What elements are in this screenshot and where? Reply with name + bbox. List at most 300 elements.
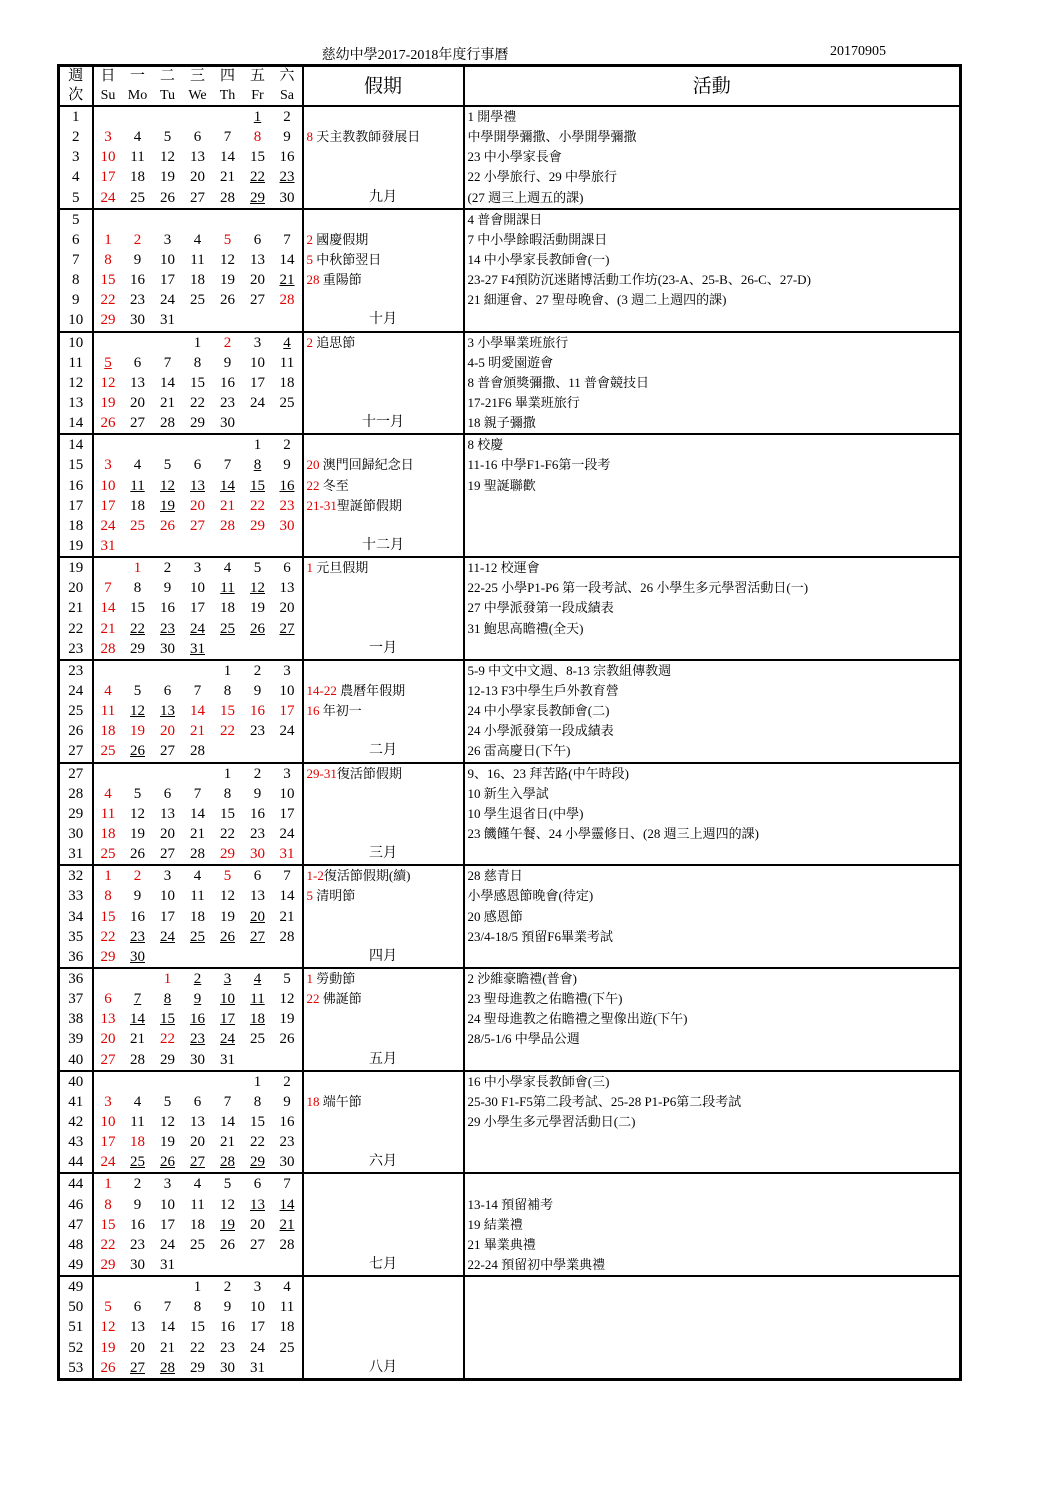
month-label: 十一月: [303, 413, 464, 434]
week-number: 18: [59, 516, 93, 536]
day-cell: 10: [160, 1196, 175, 1213]
holiday-entry: [303, 1112, 464, 1132]
week-number: 16: [59, 476, 93, 496]
day-cell: [183, 763, 213, 784]
activity-entry: 25-30 F1-F5第二段考試、25-28 P1-P6第二段考試: [467, 1093, 742, 1109]
calendar-table: [57, 64, 962, 1381]
holiday-entry: [303, 578, 464, 598]
day-cell: 1: [213, 763, 243, 784]
day-cell: 31: [160, 312, 175, 329]
week-number: 11: [59, 353, 93, 373]
week-row: [59, 1194, 961, 1214]
day-cell: 16: [279, 477, 295, 494]
day-cell: 4: [133, 457, 142, 474]
activity-entry: [464, 1132, 961, 1152]
activity-entry: 7 中小學餘暇活動開課日: [467, 231, 608, 247]
month-label: 九月: [303, 188, 464, 209]
day-cell: 9: [253, 785, 262, 802]
week-row: [59, 1337, 961, 1357]
day-cell: [213, 947, 243, 968]
day-cell: [123, 1071, 153, 1092]
month-label: 十月: [303, 310, 464, 331]
week-row: [59, 1358, 961, 1380]
activity-entry: 9、16、23 拜苦路(中午時段): [464, 763, 961, 784]
month-label: 二月: [303, 741, 464, 762]
activity-entry: [464, 496, 961, 516]
day-cell: 26: [160, 189, 175, 206]
day-cell: 18: [220, 600, 235, 617]
day-cell: 24: [160, 292, 175, 309]
day-cell: 22: [220, 723, 235, 740]
day-cell: 24: [100, 1154, 116, 1171]
day-cell: 2: [213, 332, 243, 353]
day-cell: [183, 209, 213, 230]
day-cell: 3: [104, 1093, 112, 1110]
day-cell: 20: [130, 395, 145, 412]
week-number: 8: [59, 270, 93, 290]
activity-entry: 22 小學旅行、29 中學旅行: [467, 169, 618, 185]
day-cell: 4: [133, 1093, 142, 1110]
day-cell: [213, 209, 243, 230]
holiday-entry: [303, 106, 464, 127]
day-cell: 1: [243, 1071, 273, 1092]
activity-entry: 小學感恩節晚會(待定): [467, 888, 594, 904]
day-cell: 26: [130, 846, 145, 863]
day-cell: 13: [250, 888, 265, 905]
table-header: [59, 66, 961, 107]
day-cell: 11: [250, 991, 265, 1008]
day-cell: 22: [190, 1339, 205, 1356]
day-cell: 9: [133, 888, 142, 905]
month-label: 六月: [303, 1152, 464, 1173]
day-cell: 9: [283, 129, 291, 146]
day-cell: 12: [220, 1196, 235, 1213]
day-cell: 29: [100, 948, 116, 965]
day-cell: 16: [279, 149, 295, 166]
day-cell: 4: [183, 1173, 213, 1194]
week-number: 10: [59, 332, 93, 353]
day-cell: 26: [160, 517, 175, 534]
activity-entry: 19 結業禮: [467, 1216, 523, 1232]
day-cell: 21: [279, 272, 295, 289]
day-cell: 10: [100, 149, 116, 166]
day-cell: 3: [153, 1173, 183, 1194]
week-number: 28: [59, 784, 93, 804]
day-cell: 26: [220, 292, 235, 309]
activity-entry: 28 慈青日: [464, 865, 961, 886]
week-row: [59, 927, 961, 947]
day-cell: [153, 106, 183, 127]
holiday-entry: 5 清明節: [303, 886, 464, 906]
activity-entry: 8 校慶: [464, 434, 961, 455]
day-cell: 16: [220, 1319, 235, 1336]
day-cell: 12: [100, 374, 116, 391]
day-cell: [243, 947, 273, 968]
week-row: [59, 1152, 961, 1173]
activity-entry: [464, 536, 961, 557]
activity-entry: 21 細運會、27 聖母晚會、(3 週二上週四的課): [467, 292, 727, 308]
day-cell: [183, 947, 213, 968]
day-cell: 13: [190, 149, 205, 166]
day-cell: 18: [279, 1319, 295, 1336]
day-cell: 4: [243, 968, 273, 989]
day-cell: 21: [160, 395, 175, 412]
activity-entry: 3 小學畢業班旅行: [464, 332, 961, 353]
week-row: [59, 1049, 961, 1070]
day-cell: 24: [190, 620, 205, 637]
week-row: [59, 619, 961, 639]
day-cell: 14: [160, 374, 175, 391]
holiday-entry: [303, 1317, 464, 1337]
day-cell: 29: [190, 415, 205, 432]
day-cell: 15: [100, 1216, 116, 1233]
day-cell: 10: [279, 785, 295, 802]
week-number: 48: [59, 1235, 93, 1255]
day-cell: 26: [250, 620, 265, 637]
day-cell: 9: [283, 457, 291, 474]
day-cell: 1: [104, 231, 112, 248]
day-cell: 15: [160, 1011, 175, 1028]
week-row: [59, 516, 961, 536]
day-cell: 19: [160, 169, 175, 186]
month-label: 三月: [303, 844, 464, 865]
day-cell: 21: [190, 825, 205, 842]
day-cell: 5: [243, 557, 273, 578]
holiday-entry: [303, 1173, 464, 1194]
day-cell: 13: [100, 1011, 116, 1028]
day-cell: 1: [243, 434, 273, 455]
week-row: [59, 353, 961, 373]
holiday-entry: [303, 804, 464, 824]
activity-entry: (27 週三上週五的課): [467, 189, 584, 205]
document-date: 20170905: [830, 44, 886, 59]
day-cell: 22: [130, 620, 145, 637]
day-cell: 21: [130, 1031, 145, 1048]
week-number: 36: [59, 947, 93, 968]
document-title: 慈幼中學2017-2018年度行事曆: [321, 48, 509, 63]
day-cell: 27: [130, 415, 145, 432]
day-cell: 19: [100, 1339, 116, 1356]
day-cell: 12: [100, 1319, 116, 1336]
day-cell: 11: [130, 477, 145, 494]
activity-entry: 10 學生退省日(中學): [467, 805, 584, 821]
week-row: [59, 824, 961, 844]
activity-entry: 28/5-1/6 中學品公週: [467, 1031, 580, 1047]
day-cell: 12: [250, 580, 265, 597]
day-cell: [213, 1071, 243, 1092]
day-cell: 16: [130, 1216, 145, 1233]
day-cell: 17: [279, 805, 295, 822]
day-cell: 13: [130, 1319, 145, 1336]
week-row: [59, 968, 961, 989]
day-cell: 18: [130, 497, 145, 514]
week-number: 24: [59, 681, 93, 701]
day-cell: 9: [223, 1299, 232, 1316]
day-cell: 9: [133, 252, 142, 269]
holiday-entry: [303, 373, 464, 393]
day-header-sun: 日 Su: [93, 66, 123, 107]
day-cell: 2: [273, 106, 303, 127]
holiday-entry: 22 佛誕節: [303, 989, 464, 1009]
day-cell: 20: [160, 825, 175, 842]
day-cell: 17: [250, 1319, 265, 1336]
day-cell: 16: [279, 1113, 295, 1130]
day-cell: 25: [250, 1031, 265, 1048]
day-cell: 26: [100, 415, 116, 432]
day-cell: 31: [279, 846, 295, 863]
day-cell: [123, 968, 153, 989]
day-cell: [93, 660, 123, 681]
day-cell: 13: [279, 580, 295, 597]
day-cell: 11: [190, 888, 205, 905]
holiday-entry: [303, 1071, 464, 1092]
day-cell: [213, 434, 243, 455]
week-number: 47: [59, 1215, 93, 1235]
day-cell: 17: [220, 1011, 235, 1028]
activity-entry: 13-14 預留補考: [467, 1196, 554, 1212]
holiday-entry: [303, 1215, 464, 1235]
day-cell: 8: [223, 785, 232, 802]
day-cell: 5: [133, 785, 142, 802]
week-number: 46: [59, 1194, 93, 1214]
day-cell: 27: [250, 1236, 265, 1253]
day-cell: 11: [130, 1113, 145, 1130]
day-cell: 23: [279, 169, 295, 186]
day-cell: 11: [100, 805, 116, 822]
activity-entry: 5-9 中文中文週、8-13 宗教組傳教週: [464, 660, 961, 681]
day-cell: 9: [223, 354, 232, 371]
week-number: 44: [59, 1152, 93, 1173]
week-number: 20: [59, 578, 93, 598]
day-cell: [273, 209, 303, 230]
day-cell: 21: [160, 1339, 175, 1356]
week-number: 51: [59, 1317, 93, 1337]
day-cell: 27: [160, 743, 175, 760]
day-cell: 21: [279, 908, 295, 925]
activity-entry: [464, 1173, 961, 1194]
day-cell: 22: [100, 1236, 116, 1253]
day-cell: [153, 1071, 183, 1092]
day-cell: [273, 947, 303, 968]
activity-entry: [464, 947, 961, 968]
day-cell: 6: [163, 683, 172, 699]
day-cell: 19: [279, 1011, 295, 1028]
day-cell: 30: [220, 1359, 235, 1376]
day-cell: 25: [130, 189, 145, 206]
day-cell: 30: [279, 189, 295, 206]
week-number: 21: [59, 598, 93, 618]
day-cell: 26: [279, 1031, 295, 1048]
week-number: 9: [59, 290, 93, 310]
day-cell: 24: [250, 1339, 265, 1356]
day-cell: 24: [160, 928, 175, 945]
day-cell: 17: [190, 600, 205, 617]
week-number: 31: [59, 844, 93, 865]
day-cell: [273, 741, 303, 762]
week-number: 6: [59, 230, 93, 250]
activity-entry: 22-25 小學P1-P6 第一段考試、26 小學生多元學習活動日(一): [467, 580, 809, 596]
activity-entry: 23 饑饉午餐、24 小學靈修日、(28 週三上週四的課): [467, 825, 759, 841]
day-cell: 24: [250, 395, 265, 412]
day-cell: 19: [160, 497, 175, 514]
day-cell: 8: [253, 457, 262, 474]
week-number: 26: [59, 721, 93, 741]
week-number: 19: [59, 557, 93, 578]
activity-entry: 27 中學派發第一段成績表: [467, 600, 614, 616]
week-number: 44: [59, 1173, 93, 1194]
day-cell: 29: [100, 312, 116, 329]
day-cell: 6: [243, 1173, 273, 1194]
day-cell: 23: [279, 1134, 295, 1151]
holiday-entry: [303, 1235, 464, 1255]
day-cell: 29: [160, 1051, 175, 1068]
day-cell: 24: [160, 1236, 175, 1253]
week-number: 19: [59, 536, 93, 557]
week-number: 33: [59, 886, 93, 906]
day-cell: 19: [100, 395, 116, 412]
day-cell: 17: [250, 374, 265, 391]
week-row: [59, 167, 961, 187]
day-cell: 17: [279, 703, 295, 720]
day-cell: [243, 1255, 273, 1276]
week-row: [59, 434, 961, 455]
day-cell: 10: [160, 888, 175, 905]
day-cell: 1: [93, 1173, 123, 1194]
holiday-entry: 29-31復活節假期: [303, 763, 464, 784]
holiday-entry: 1 勞動節: [303, 968, 464, 989]
day-cell: 17: [100, 1134, 116, 1151]
day-cell: 10: [160, 252, 175, 269]
holiday-entry: 5 中秋節翌日: [303, 250, 464, 270]
week-number: 23: [59, 639, 93, 660]
activity-entry: [464, 1317, 961, 1337]
day-cell: [123, 209, 153, 230]
day-cell: 14: [279, 888, 295, 905]
activity-entry: [464, 1049, 961, 1070]
day-cell: 20: [250, 1216, 265, 1233]
activity-entry: 10 新生入學試: [467, 785, 549, 801]
day-cell: 7: [163, 354, 172, 371]
week-number: 36: [59, 968, 93, 989]
holiday-entry: [303, 824, 464, 844]
day-cell: 8: [253, 129, 262, 146]
day-cell: 7: [193, 683, 202, 699]
day-cell: 12: [130, 805, 145, 822]
day-cell: 20: [190, 1134, 205, 1151]
activity-entry: 1 開學禮: [464, 106, 961, 127]
day-cell: [123, 536, 153, 557]
day-cell: 20: [190, 169, 205, 186]
day-cell: 24: [220, 1031, 235, 1048]
day-cell: [213, 310, 243, 331]
day-cell: 4: [104, 683, 112, 699]
holiday-entry: [303, 434, 464, 455]
week-number: 41: [59, 1092, 93, 1112]
day-cell: 6: [133, 354, 142, 371]
day-cell: 20: [100, 1031, 116, 1048]
week-number: 2: [59, 127, 93, 147]
day-cell: [93, 434, 123, 455]
day-cell: 28: [220, 189, 235, 206]
day-cell: 29: [250, 1154, 265, 1171]
activity-entry: [464, 844, 961, 865]
day-cell: 5: [273, 968, 303, 989]
day-cell: 2: [153, 557, 183, 578]
day-cell: 4: [273, 1276, 303, 1297]
day-cell: 31: [250, 1359, 265, 1376]
day-cell: 31: [100, 538, 116, 555]
day-cell: 27: [160, 846, 175, 863]
activity-entry: 18 親子彌撒: [467, 415, 536, 431]
day-cell: 16: [190, 1011, 205, 1028]
holiday-entry: 1-2復活節假期(續): [303, 865, 464, 886]
week-row: [59, 660, 961, 681]
activity-entry: 12-13 F3中學生戶外教育營: [467, 683, 619, 698]
day-cell: 29: [250, 189, 265, 206]
day-cell: [153, 536, 183, 557]
week-row: [59, 1297, 961, 1317]
day-cell: 28: [100, 640, 116, 657]
day-cell: 18: [190, 1216, 205, 1233]
week-number: 32: [59, 865, 93, 886]
day-cell: [273, 536, 303, 557]
day-cell: 11: [190, 1196, 205, 1213]
day-cell: 22: [160, 1031, 175, 1048]
day-cell: 30: [190, 1051, 205, 1068]
week-row: [59, 230, 961, 250]
day-cell: 4: [133, 129, 142, 146]
day-header-thu: 四 Th: [213, 66, 243, 107]
day-cell: 31: [220, 1051, 235, 1068]
week-number: 5: [59, 188, 93, 209]
day-cell: 30: [130, 948, 145, 965]
activity-entry: 23-27 F4預防沉迷賭博活動工作坊(23-A、25-B、26-C、27-D): [467, 272, 811, 288]
day-cell: 23: [130, 1236, 145, 1253]
activity-entry: 4-5 明愛園遊會: [467, 354, 554, 370]
activity-entry: [464, 516, 961, 536]
day-cell: 30: [279, 517, 295, 534]
day-cell: 19: [220, 272, 235, 289]
day-cell: [183, 536, 213, 557]
day-cell: 12: [220, 888, 235, 905]
week-row: [59, 1029, 961, 1049]
week-number: 49: [59, 1255, 93, 1276]
holiday-entry: [303, 1337, 464, 1357]
week-number: 27: [59, 763, 93, 784]
day-cell: 15: [250, 1113, 265, 1130]
week-number: 40: [59, 1071, 93, 1092]
holiday-entry: [303, 393, 464, 413]
week-number: 14: [59, 413, 93, 434]
holiday-entry: 16 年初一: [303, 701, 464, 721]
day-cell: 3: [243, 332, 273, 353]
day-cell: 11: [279, 354, 295, 371]
day-cell: [123, 434, 153, 455]
day-cell: 3: [104, 457, 112, 474]
day-cell: 27: [190, 517, 205, 534]
holiday-entry: [303, 784, 464, 804]
day-cell: 20: [279, 600, 295, 617]
day-cell: [153, 947, 183, 968]
day-cell: 18: [250, 1011, 265, 1028]
week-row: [59, 1173, 961, 1194]
day-cell: 31: [190, 640, 205, 657]
day-cell: 3: [183, 557, 213, 578]
day-cell: [123, 332, 153, 353]
holiday-entry: 21-31聖誕節假期: [303, 496, 464, 516]
day-cell: 12: [130, 703, 145, 720]
holiday-entry: 28 重陽節: [303, 270, 464, 290]
